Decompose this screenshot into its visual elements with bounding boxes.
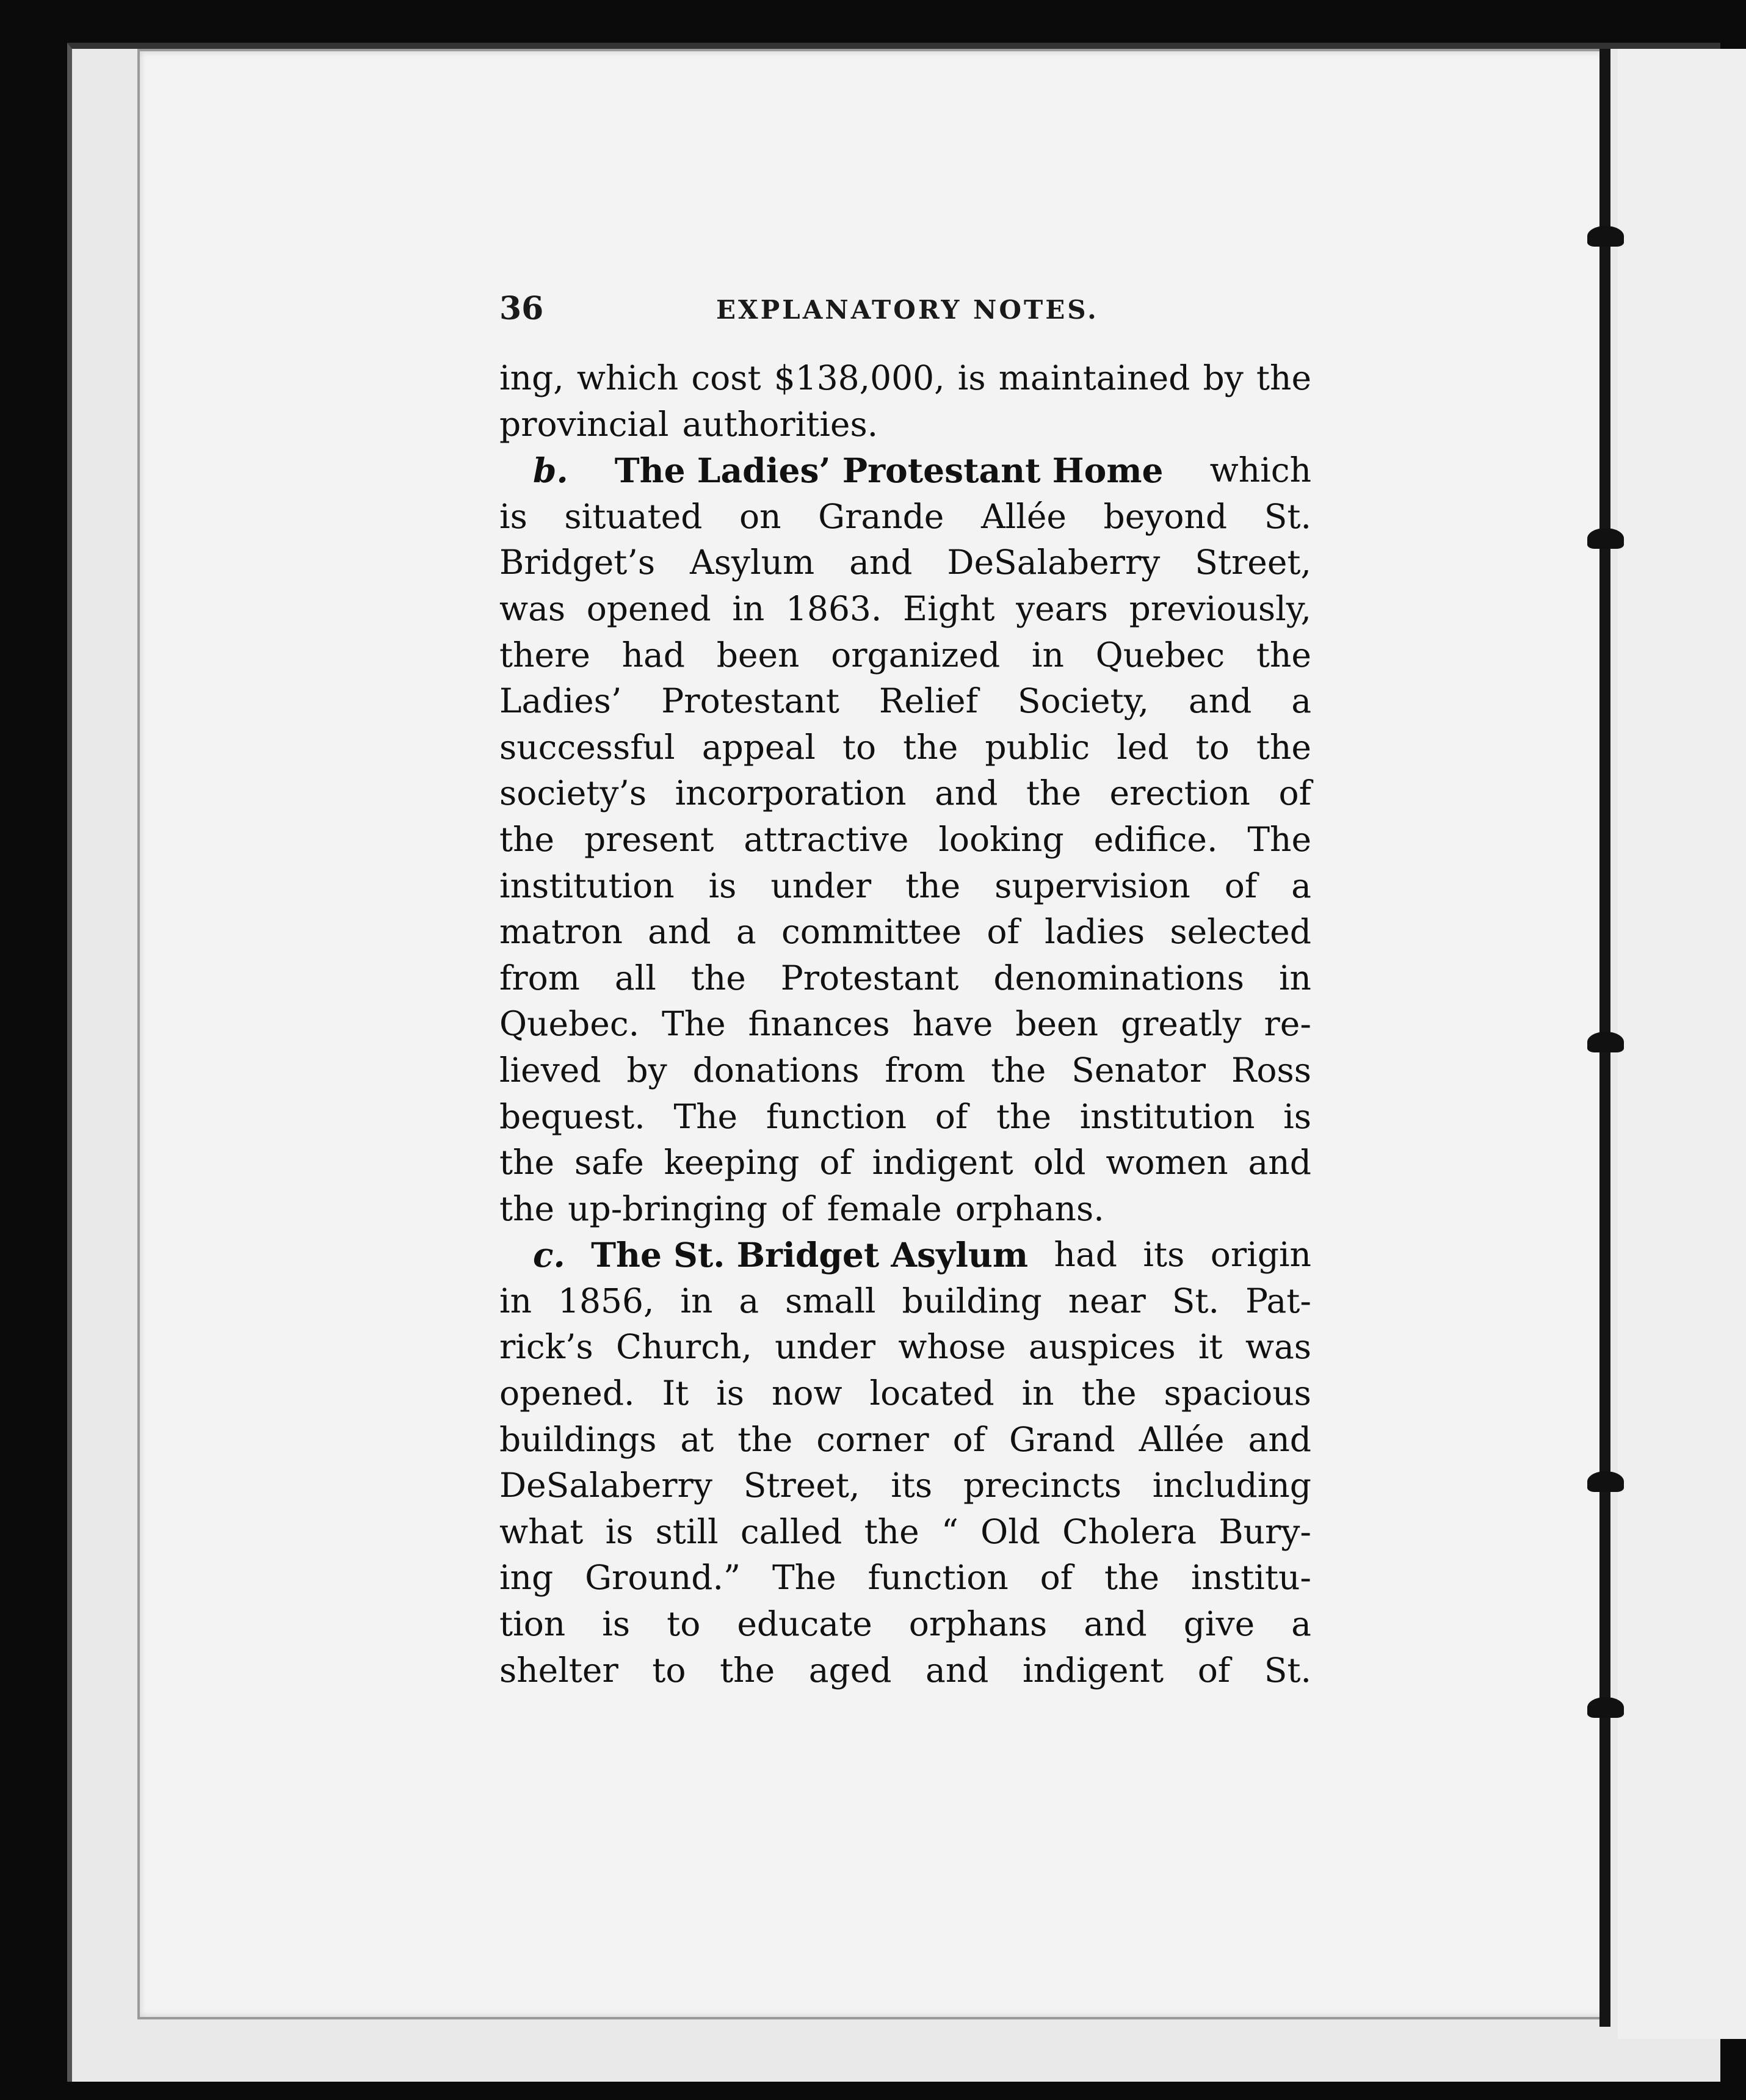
word: cost — [691, 358, 761, 397]
word: is — [499, 496, 527, 536]
word: the — [905, 866, 961, 905]
text-line — [499, 1370, 1311, 1417]
text-line — [499, 1324, 1311, 1370]
word: of — [1040, 1558, 1073, 1598]
word: of — [819, 1143, 852, 1182]
word: the — [720, 1650, 775, 1690]
word: which — [1209, 451, 1311, 490]
word: years — [1016, 588, 1109, 628]
word: Asylum — [689, 543, 815, 582]
word: maintained — [998, 358, 1190, 397]
word: previously, — [1129, 588, 1311, 628]
text-line — [499, 1232, 1311, 1278]
word: matron — [499, 912, 623, 952]
word: building — [902, 1281, 1042, 1320]
text-line — [499, 678, 1311, 725]
word: “ — [941, 1512, 958, 1551]
word: the — [1256, 727, 1311, 767]
word: indigent — [1023, 1650, 1164, 1690]
word: function — [868, 1558, 1009, 1598]
word: appeal — [701, 727, 816, 767]
word: organized — [831, 635, 1001, 675]
text-line — [499, 1001, 1311, 1048]
word: a — [1291, 1604, 1311, 1644]
word: ing, — [499, 358, 564, 397]
text-line — [499, 1417, 1311, 1463]
word: the — [996, 1096, 1052, 1136]
word: institution — [1079, 1096, 1255, 1136]
word: old — [1033, 1143, 1086, 1182]
word: in — [1278, 958, 1311, 998]
text-line — [499, 770, 1311, 817]
word: is — [708, 866, 737, 905]
word: safe — [574, 1143, 644, 1182]
word: the — [499, 1189, 555, 1228]
word: a — [739, 1281, 759, 1320]
word: St. — [1264, 1650, 1311, 1690]
word: in — [732, 588, 765, 628]
word: a — [1291, 866, 1311, 905]
word: the — [903, 727, 958, 767]
text-line — [499, 1094, 1311, 1140]
word: was — [1245, 1327, 1311, 1367]
word: Relief — [878, 681, 978, 721]
word: Eight — [903, 588, 995, 628]
word: situated — [564, 496, 703, 536]
text-line — [499, 540, 1311, 586]
word: 1863. — [785, 588, 882, 628]
word: by — [1203, 358, 1244, 397]
text-line — [499, 494, 1311, 540]
word: successful — [499, 727, 675, 767]
word: its — [1143, 1235, 1185, 1275]
page-number: 36 — [499, 290, 544, 327]
word: in — [1021, 1374, 1054, 1413]
word: is — [605, 1512, 634, 1551]
word: been — [716, 635, 800, 675]
word: of — [952, 1419, 986, 1459]
word: auspices — [1028, 1327, 1176, 1367]
word: Ross — [1231, 1050, 1311, 1090]
word: educate — [737, 1604, 872, 1644]
word: and — [648, 912, 711, 952]
word: 1856, — [557, 1281, 654, 1320]
word: is — [602, 1604, 631, 1644]
word: located — [869, 1374, 994, 1413]
word: the — [1256, 635, 1311, 675]
word: female — [827, 1189, 942, 1228]
word: the — [737, 1419, 793, 1459]
word: donations — [692, 1050, 860, 1090]
word: Ladies’ — [499, 681, 622, 721]
word: is — [716, 1374, 745, 1413]
word: and — [1248, 1419, 1311, 1459]
text-line — [499, 1278, 1311, 1325]
text-line — [499, 1048, 1311, 1094]
word: institution — [499, 866, 675, 905]
word: there — [499, 635, 590, 675]
word: of — [781, 1189, 814, 1228]
word: The — [673, 1096, 738, 1136]
word: under — [770, 866, 872, 905]
word: and — [849, 543, 913, 582]
word: present — [584, 819, 714, 859]
word: Street, — [743, 1466, 860, 1505]
text-line — [499, 447, 1311, 494]
word: Allée — [1139, 1419, 1225, 1459]
word: in — [680, 1281, 713, 1320]
word: edifice. — [1093, 819, 1218, 859]
word: Senator — [1071, 1050, 1206, 1090]
text-line — [499, 632, 1311, 679]
word: indigent — [872, 1143, 1013, 1182]
word: had — [1054, 1235, 1117, 1275]
word: to — [1195, 727, 1230, 767]
word: called — [740, 1512, 842, 1551]
word: at — [680, 1419, 714, 1459]
word: the — [1081, 1374, 1137, 1413]
word: provincial — [499, 404, 669, 444]
word: the — [499, 819, 555, 859]
word: of — [1224, 866, 1258, 905]
word: Society, — [1017, 681, 1149, 721]
word: lieved — [499, 1050, 601, 1090]
word: the — [864, 1512, 919, 1551]
word: Grande — [818, 496, 944, 536]
text-line — [499, 1509, 1311, 1555]
word: Quebec. — [499, 1004, 640, 1044]
word: erection — [1109, 773, 1250, 813]
word: and — [1188, 681, 1252, 721]
section-letter: b. — [533, 451, 568, 491]
word: on — [739, 496, 781, 536]
word: and — [1248, 1143, 1311, 1182]
word: now — [771, 1374, 842, 1413]
word: society’s — [499, 773, 647, 813]
section-letter: c. — [533, 1235, 565, 1275]
text-line — [499, 817, 1311, 863]
word: from — [499, 958, 580, 998]
word: led — [1117, 727, 1169, 767]
word: its — [891, 1466, 933, 1505]
word: had — [621, 635, 686, 675]
word: the — [1026, 773, 1082, 813]
word: function — [766, 1096, 907, 1136]
word: the — [991, 1050, 1046, 1090]
word: a — [1291, 681, 1311, 721]
section-heading: The Ladies’ Protestant Home — [614, 451, 1164, 491]
word: incorporation — [675, 773, 907, 813]
word: and — [926, 1650, 989, 1690]
word: public — [985, 727, 1090, 767]
word: St. — [1172, 1281, 1220, 1320]
binding-stitch — [1587, 1471, 1624, 1492]
word: been — [1015, 1004, 1098, 1044]
word: is — [1283, 1096, 1311, 1136]
word: selected — [1170, 912, 1311, 952]
word: of — [1197, 1650, 1231, 1690]
word: Pat- — [1245, 1281, 1311, 1320]
word: the — [499, 1143, 555, 1182]
word: Church, — [615, 1327, 752, 1367]
word: precincts — [963, 1466, 1121, 1505]
word: women — [1106, 1143, 1228, 1182]
word: by — [626, 1050, 667, 1090]
word: rick’s — [499, 1327, 593, 1367]
word: The — [1247, 819, 1311, 859]
word: The — [662, 1004, 726, 1044]
word: have — [912, 1004, 993, 1044]
word: It — [662, 1374, 689, 1413]
word: it — [1198, 1327, 1223, 1367]
word: of — [987, 912, 1020, 952]
text-line — [499, 863, 1311, 910]
word: Old — [980, 1512, 1040, 1551]
word: under — [775, 1327, 876, 1367]
word: the — [1256, 358, 1311, 397]
text-line — [499, 1463, 1311, 1509]
word: near — [1068, 1281, 1146, 1320]
word: the — [1104, 1558, 1160, 1598]
word: bequest. — [499, 1096, 645, 1136]
word: and — [935, 773, 998, 813]
word: Cholera — [1062, 1512, 1197, 1551]
word: aged — [808, 1650, 892, 1690]
word: opened. — [499, 1374, 635, 1413]
word: to — [652, 1650, 686, 1690]
word: attractive — [744, 819, 909, 859]
word: Allée — [980, 496, 1067, 536]
word: Quebec — [1095, 635, 1225, 675]
word: from — [885, 1050, 966, 1090]
text-line — [499, 1601, 1311, 1648]
text-line — [499, 1648, 1311, 1694]
word: a — [736, 912, 756, 952]
text-line — [499, 586, 1311, 632]
word: Protestant — [661, 681, 839, 721]
word: ladies — [1045, 912, 1145, 952]
word: shelter — [499, 1650, 618, 1690]
word: in — [1031, 635, 1064, 675]
word: authorities. — [682, 404, 878, 444]
word: whose — [898, 1327, 1006, 1367]
binding-stitch — [1587, 1697, 1624, 1718]
word: which — [576, 358, 679, 397]
word: of — [1278, 773, 1311, 813]
word: in — [499, 1281, 532, 1320]
running-head: EXPLANATORY NOTES. — [716, 295, 1099, 325]
word: finances — [748, 1004, 890, 1044]
section-heading: The St. Bridget Asylum — [591, 1235, 1029, 1275]
word: buildings — [499, 1419, 657, 1459]
word: DeSalaberry — [947, 543, 1161, 582]
word: of — [935, 1096, 968, 1136]
word: Bury- — [1219, 1512, 1311, 1551]
facing-page-edge — [1618, 49, 1746, 2039]
word: greatly — [1120, 1004, 1242, 1044]
word: re- — [1264, 1004, 1311, 1044]
text-line — [499, 355, 1311, 402]
word: corner — [816, 1419, 929, 1459]
word: supervision — [994, 866, 1190, 905]
word: orphans. — [955, 1189, 1104, 1228]
word: was — [499, 588, 566, 628]
word: keeping — [664, 1143, 800, 1182]
binding-stitch — [1587, 1032, 1624, 1052]
word: St. — [1264, 496, 1311, 536]
word: looking — [938, 819, 1064, 859]
word: still — [655, 1512, 719, 1551]
word: Protestant — [780, 958, 959, 998]
binding-stitch — [1587, 226, 1624, 247]
word: to — [842, 727, 877, 767]
word: DeSalaberry — [499, 1466, 712, 1505]
word: what — [499, 1512, 584, 1551]
word: up-bringing — [568, 1189, 768, 1228]
word: The — [772, 1558, 836, 1598]
text-line — [499, 955, 1311, 1002]
word: ing — [499, 1558, 554, 1598]
word: spacious — [1164, 1374, 1311, 1413]
word: all — [614, 958, 656, 998]
text-line — [499, 1555, 1311, 1601]
body-text — [499, 355, 1311, 1693]
page-header — [499, 290, 1311, 333]
word: denominations — [993, 958, 1245, 998]
text-line — [499, 402, 1311, 448]
word: and — [1084, 1604, 1147, 1644]
word: Bridget’s — [499, 543, 656, 582]
text-line — [499, 909, 1311, 955]
word: to — [667, 1604, 701, 1644]
word: is — [957, 358, 986, 397]
word: small — [785, 1281, 876, 1320]
word: origin — [1210, 1235, 1311, 1275]
word: $138,000, — [773, 358, 945, 397]
word: beyond — [1103, 496, 1228, 536]
word: Street, — [1195, 543, 1311, 582]
word: including — [1152, 1466, 1311, 1505]
word: Grand — [1009, 1419, 1115, 1459]
text-line — [499, 1186, 1311, 1233]
text-line — [499, 725, 1311, 771]
word: give — [1183, 1604, 1255, 1644]
word: tion — [499, 1604, 566, 1644]
word: Ground.” — [585, 1558, 741, 1598]
text-line — [499, 1140, 1311, 1186]
word: the — [690, 958, 746, 998]
word: institu- — [1190, 1558, 1311, 1598]
word: orphans — [908, 1604, 1048, 1644]
binding-stitch — [1587, 528, 1624, 549]
word: committee — [781, 912, 962, 952]
word: opened — [586, 588, 711, 628]
